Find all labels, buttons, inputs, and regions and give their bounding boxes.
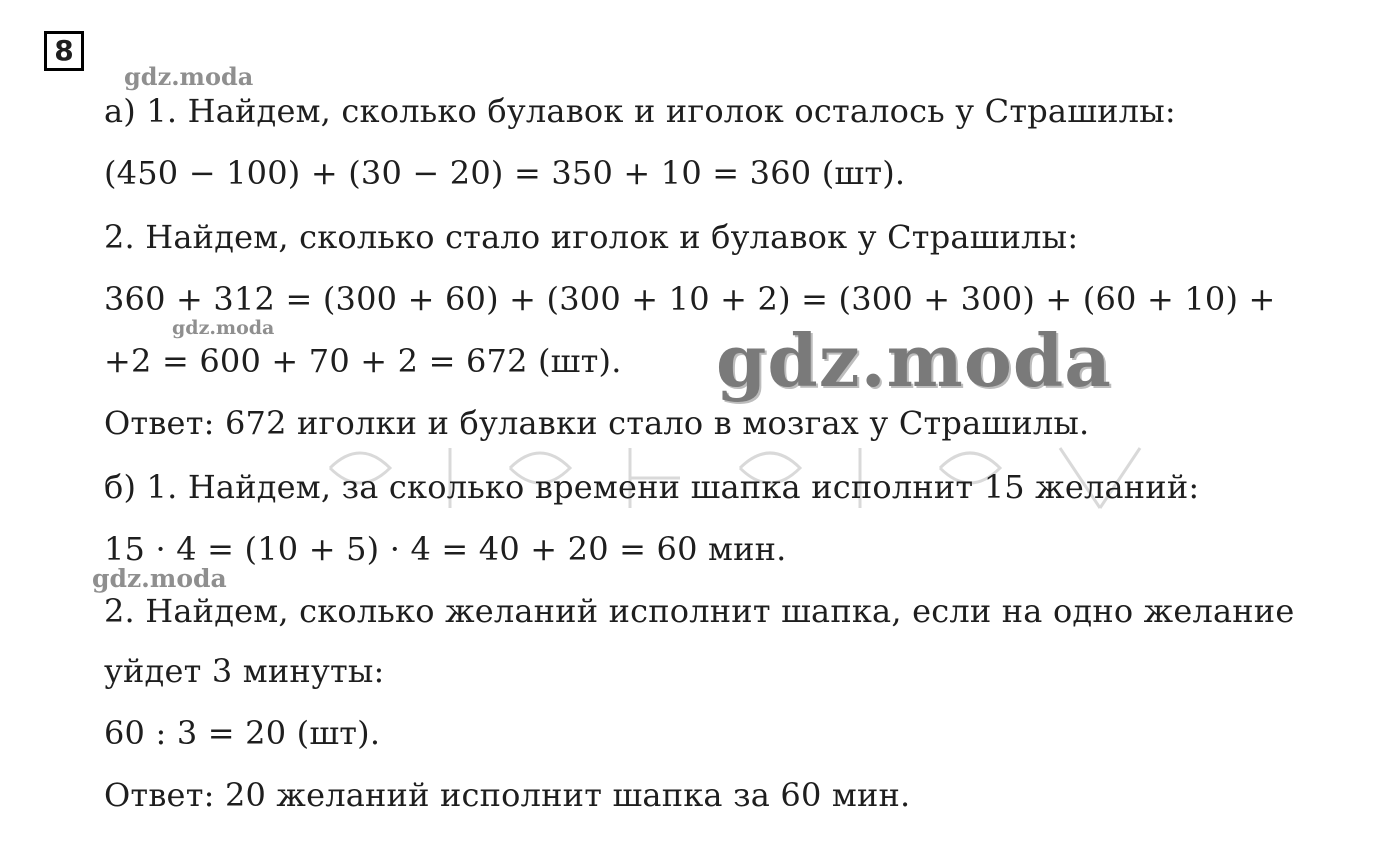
solution-line-8: 2. Найдем, сколько желаний исполнит шапка, если на одно желание — [104, 592, 1295, 630]
solution-line-2: (450 − 100) + (30 − 20) = 350 + 10 = 360 (шт). — [104, 154, 906, 192]
watermark-middle: gdz.moda — [172, 317, 275, 339]
solution-line-10: 60 : 3 = 20 (шт). — [104, 714, 381, 752]
answer-b: Ответ: 20 желаний исполнит шапка за 60 мин. — [104, 776, 911, 814]
solution-line-5: +2 = 600 + 70 + 2 = 672 (шт). — [104, 342, 622, 380]
task-number-badge: 8 — [44, 31, 84, 71]
watermark-top: gdz.moda — [124, 62, 254, 91]
solution-line-4: 360 + 312 = (300 + 60) + (300 + 10 + 2) = (300 + 300) + (60 + 10) + — [104, 280, 1276, 318]
answer-a: Ответ: 672 иголки и булавки стало в мозгах у Страшилы. — [104, 404, 1090, 442]
solution-line-3: 2. Найдем, сколько стало иголок и булавок у Страшилы: — [104, 218, 1079, 256]
solution-line-1: а) 1. Найдем, сколько булавок и иголок осталось у Страшилы: — [104, 92, 1176, 130]
watermark-large: gdz.moda — [716, 318, 1112, 403]
solution-line-7: 15 · 4 = (10 + 5) · 4 = 40 + 20 = 60 мин. — [104, 530, 787, 568]
watermark-lower: gdz.moda — [92, 564, 227, 593]
solution-line-6: б) 1. Найдем, за сколько времени шапка исполнит 15 желаний: — [104, 468, 1200, 506]
solution-line-9: уйдет 3 минуты: — [104, 652, 385, 690]
